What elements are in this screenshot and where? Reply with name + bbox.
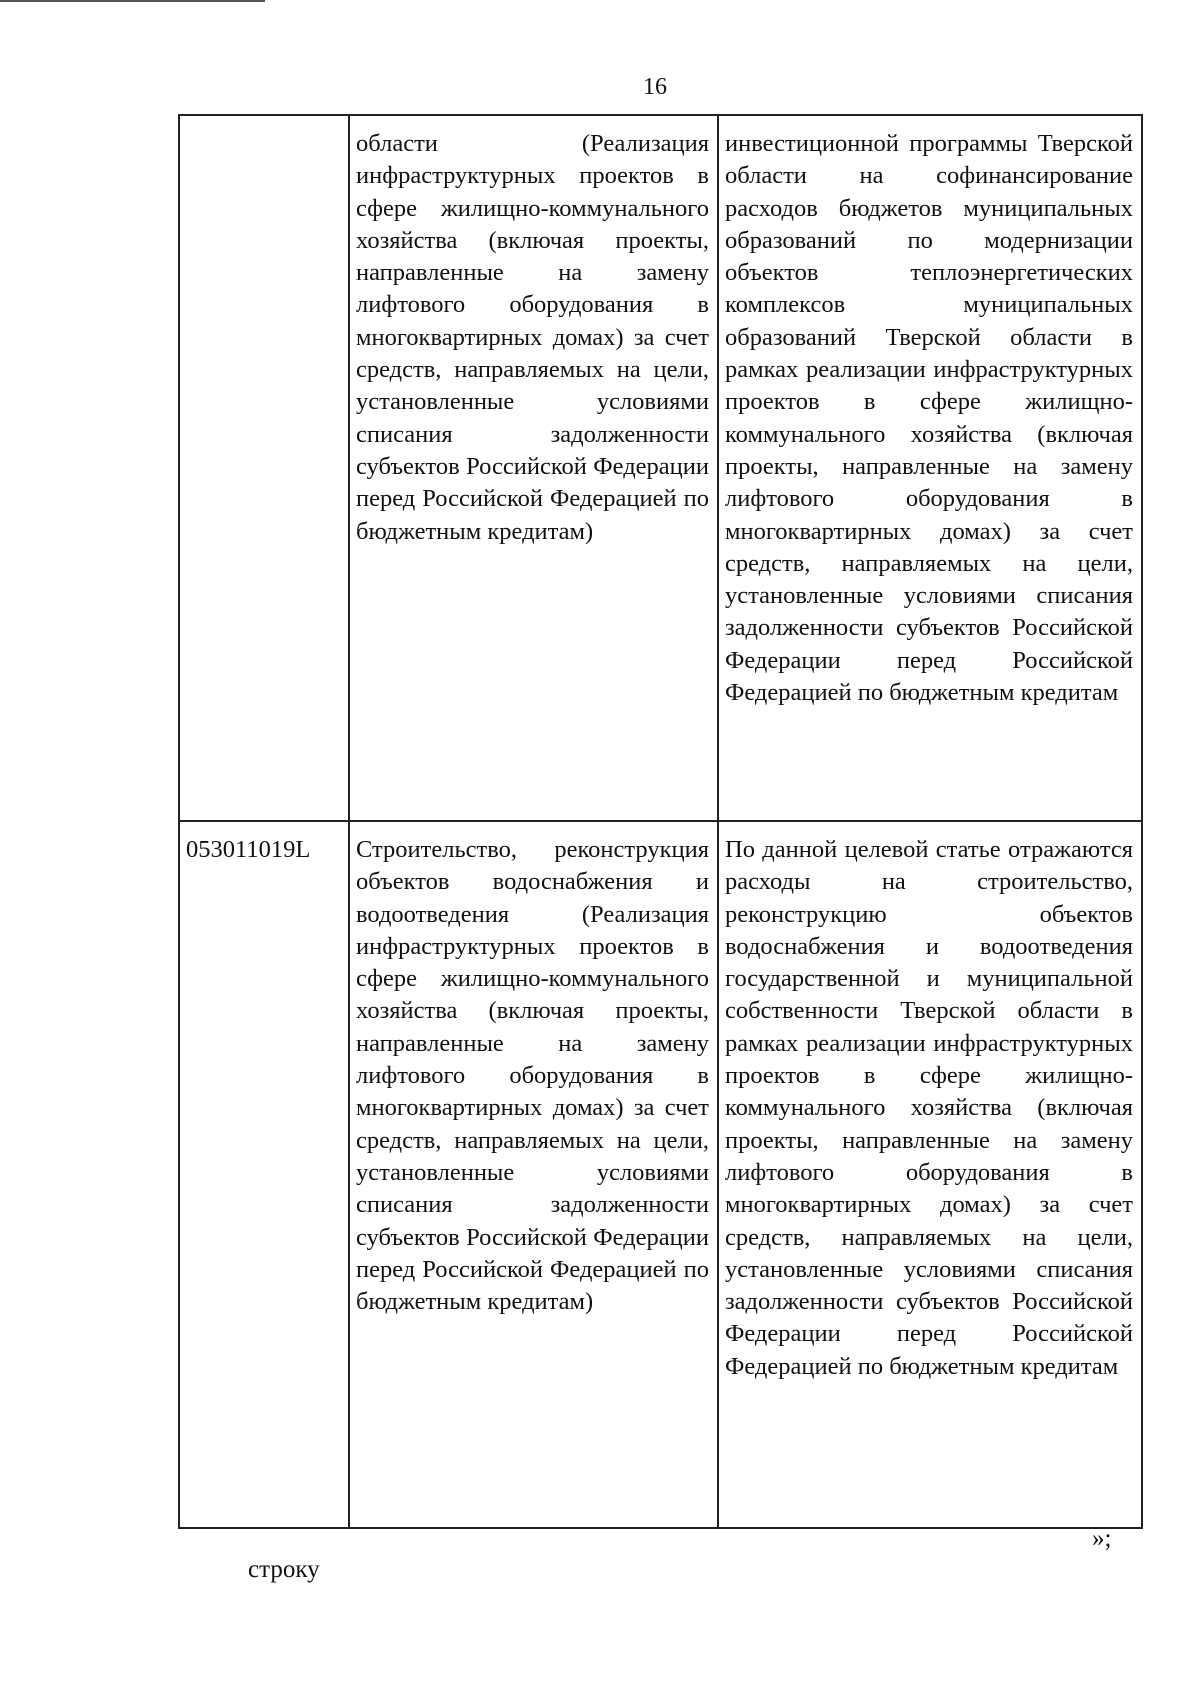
top-edge-rule [0,0,265,2]
description-text: инвестиционной программы Тверской области на софинансирование расходов бюджетов муниципальных образований по модернизации объектов теплоэнергетических комплексов муниципальных образований Тверской области в рамках реализации инфраструктурных проектов в сфере жилищно-коммунального хозяйства (включая проекты, направленные на замену лифтового оборудования в многоквартирных домах) за счет средств, направляемых на цели, установленные условиями списания задолженности субъектов Российской Федерации перед Российской Федерацией по бюджетным кредитам [725,130,1133,707]
name-text: Строительство, реконструкция объектов водоснабжения и водоотведения (Реализация инфраструктурных проектов в сфере жилищно-коммунального хозяйства (включая проекты, направленные на замену лифтового оборудования в многоквартирных домах) за счет средств, направляемых на цели, установленные условиями списания задолженности субъектов Российской Федерации перед Российской Федерацией по бюджетным кредитам) [356,836,709,1316]
description-cell [718,115,1142,821]
name-cell [349,115,718,821]
table-row [179,115,1142,821]
code-cell [179,821,349,1528]
name-cell [349,821,718,1528]
description-cell [718,821,1142,1528]
classification-table [178,114,1143,1529]
continuation-text: строку [248,1556,320,1583]
name-text: области (Реализация инфраструктурных проектов в сфере жилищно-коммунального хозяйства (включая проекты, направленные на замену лифтового оборудования в многоквартирных домах) за счет средств, направляемых на цели, установленные условиями списания задолженности субъектов Российской Федерации перед Российской Федерацией по бюджетным кредитам) [356,130,709,545]
code-cell [179,115,349,821]
page-number: 16 [643,74,667,100]
table-row [179,821,1142,1528]
closing-quote-mark: »; [1092,1525,1112,1552]
description-text: По данной целевой статье отражаются расходы на строительство, реконструкцию объектов водоснабжения и водоотведения государственной и муниципальной собственности Тверской области в рамках реализации инфраструктурных проектов в сфере жилищно-коммунального хозяйства (включая проекты, направленные на замену лифтового оборудования в многоквартирных домах) за счет средств, направляемых на цели, установленные условиями списания задолженности субъектов Российской Федерации перед Российской Федерацией по бюджетным кредитам [725,836,1133,1380]
code-text: 053011019L [186,836,311,863]
